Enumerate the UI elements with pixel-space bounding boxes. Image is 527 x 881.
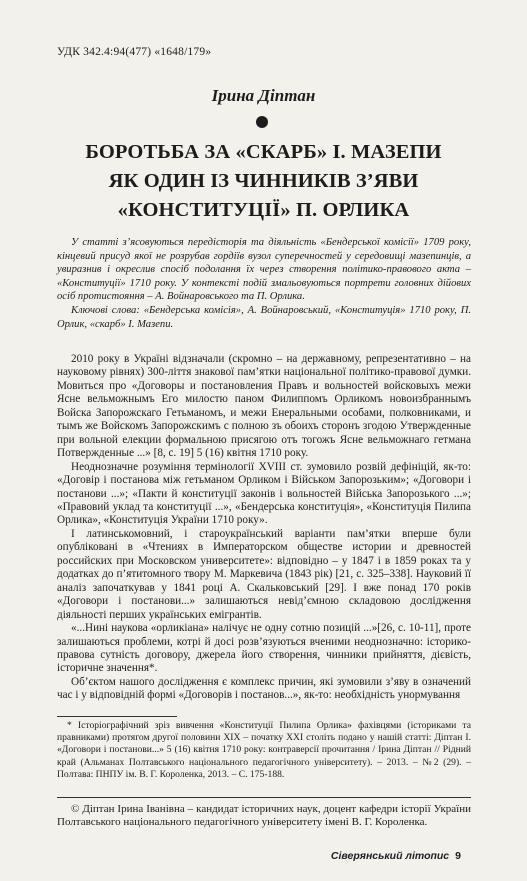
footnote xyxy=(57,720,471,781)
author-affiliation-text: © Діптан Ірина Іванівна – кандидат історичних наук, доцент кафедри історії України Полтавського національного педагогічного університету імені В. Г. Короленка. xyxy=(57,803,471,829)
article-title xyxy=(30,138,497,225)
running-footer xyxy=(331,850,461,862)
footnote-text: * Історіографічний зріз вивчення «Конституції Пилипа Орлика» фахівцями (істориками та правниками) протягом другої половини XIX – початку XXI століть подано у нашій статті: Діптан І. «Договори і постанови...» 5 (16) квітня 1710 року: контраверсії прочитання / Ірина Діптан // Рідний край (Альманах Полтавського національного педагогічного університету). – 2013. – №2 (29). – Полтава: ПНПУ ім. В. Г. Короленка, 2013. – С. 175-188. xyxy=(57,720,471,780)
article-body xyxy=(57,353,471,703)
journal-name: Сіверянський літопис xyxy=(330,850,450,862)
keywords: Ключові слова: «Бендерська комісія», А. Войнаровський, «Конституція» 1710 року, П. Орлик, «скарб» І. Мазепи. xyxy=(57,304,471,330)
body-paragraph: І латинськомовний, і староукраїнський варіанти пам’ятки вперше були опубліковані в «Чтениях в Императорском обществе истории и древностей российских при Московском университете»: відповідно – у 1847 і в 1859 роках та у додатках до п’ятитомного твору М. Маркевича (1843 рік) [21, с. 325–338]. Науковий її аналіз започаткував у 1841 році А. Скальковський [29]. І вже понад 170 років «Договори і постанови...» залишаються невід’ємною складовою дослідження діяльності перших українських емігрантів. xyxy=(57,527,471,621)
udc-code: УДК 342.4:94(477) «1648/179» xyxy=(57,46,212,58)
abstract xyxy=(57,236,471,331)
body-paragraph: Об’єктом нашого дослідження є комплекс причин, які зумовили з’яву в означений час і у відповідній формі «Договорів і постанов...», як-то: необхідність унормування xyxy=(57,675,471,702)
page-number: 9 xyxy=(455,850,461,862)
footnote-divider xyxy=(57,716,177,717)
title-line: ЯК ОДИН ІЗ ЧИННИКІВ З’ЯВИ xyxy=(108,170,419,192)
body-paragraph: «...Нині наукова «орликіана» налічує не одну сотню позицій ...»[26, с. 10-11], проте залишаються проблеми, котрі й досі розв’язуються вченими неоднозначно: історико-правова сутність договору, джерела його створення, чинники прийняття, дієвість, історичне значення*. xyxy=(57,622,471,675)
title-line: БОРОТЬБА ЗА «СКАРБ» І. МАЗЕПИ xyxy=(85,141,442,163)
bullet-separator xyxy=(256,116,268,128)
article-author: Ірина Діптан xyxy=(211,86,316,105)
body-paragraph: Неоднозначне розуміння термінології XVIII ст. зумовило розвій дефініцій, як-то: «Договір і постанова між гетьманом Орликом і Військом Запорозьким»; «Договори і постанови ...»; «Пакти й конституції законів і вольностей Війська Запорозького ...»; «Правовий уклад та конституції ...», «Бендерська конституція», «Конституція Пилипа Орлика», «Конституція України 1710 року». xyxy=(57,460,471,527)
author-affiliation xyxy=(57,797,471,830)
body-paragraph: 2010 року в Україні відзначали (скромно – на державному, репрезентативно – на науковому рівнях) 300-ліття знакової пам’ятки національної політико-правової думки. Мовиться про «Договоры и постановления Правъ и вольностей войсковыхъ межи Ясне вельможнымъ Его милостю паном Филиппомъ Орликомъ новоизбраннымъ Войска Запорожскаго Гетьманомъ, и межи Енеральными особами, полковниками, и тымъ же Войскомъ Запорожскимъ с полною зъ обоихъ сторонъ згодою Утвержденные при вольной елекции формальною присягою отъ тогожъ Ясне вельможнаго гетмана Потвержденные ...» [8, с. 19] 5 (16) квітня 1710 року. xyxy=(57,353,471,460)
abstract-text: У статті з’ясовуються передісторія та діяльність «Бендерської комісії» 1709 року, кінцевий присуд якої не розрубав гордіїв вузол суперечностей у середовищі мазепинців, а увиразнив і окреслив спосіб подолання їх через створення політико-правового акта – «Конституції» 1710 року. У контексті подій змальовуються портрети головних дійових осіб протистояння – А. Войнаровського та П. Орлика. xyxy=(57,237,471,303)
title-line: «КОНСТИТУЦІЇ» П. ОРЛИКА xyxy=(117,199,410,221)
